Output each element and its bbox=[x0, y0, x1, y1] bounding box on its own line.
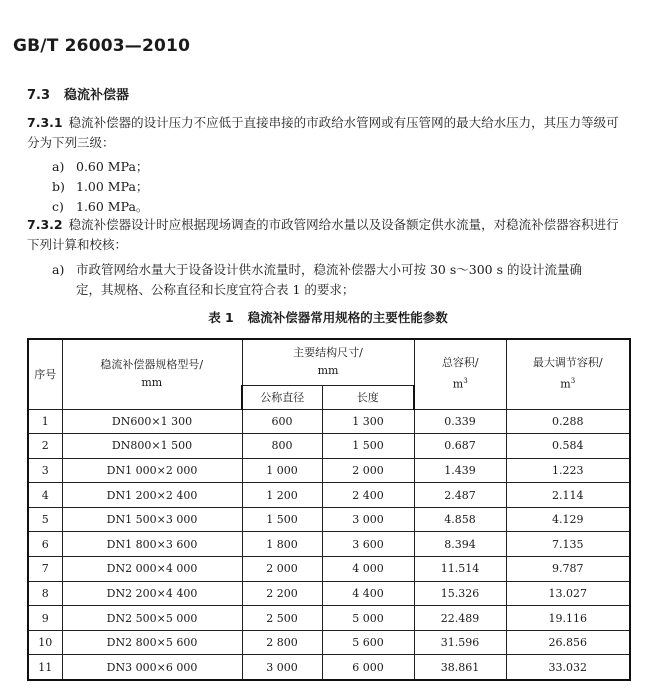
cell-total: 0.339 bbox=[414, 409, 506, 434]
cell-length: 1 300 bbox=[322, 409, 414, 434]
cell-seq: 7 bbox=[28, 557, 62, 582]
cell-diameter: 3 000 bbox=[242, 655, 322, 680]
cell-total: 11.514 bbox=[414, 557, 506, 582]
table-row bbox=[28, 655, 630, 680]
cell-diameter: 600 bbox=[242, 409, 322, 434]
clause-7-3-1 bbox=[27, 113, 625, 153]
cell-diameter: 2 000 bbox=[242, 557, 322, 582]
header-adjust-unit: $m^3$ bbox=[560, 377, 576, 392]
cell-adjust: 19.116 bbox=[506, 606, 630, 631]
cell-total: 4.858 bbox=[414, 507, 506, 532]
cell-seq: 10 bbox=[28, 630, 62, 655]
list-item-text: 1.00 MPa； bbox=[76, 179, 149, 194]
list-item-label: a) bbox=[52, 159, 65, 174]
header-total-volume bbox=[414, 339, 506, 409]
cell-total: 15.326 bbox=[414, 581, 506, 606]
list-item-label: b) bbox=[52, 179, 65, 194]
table-row bbox=[28, 606, 630, 631]
table-caption bbox=[0, 308, 656, 326]
clause-number: 7.3.2 bbox=[27, 217, 63, 232]
cell-diameter: 2 500 bbox=[242, 606, 322, 631]
list-item-continuation: 定，其规格、公称直径和长度宜符合表 1 的要求； bbox=[76, 282, 355, 297]
cell-model: DN1 000×2 000 bbox=[62, 458, 242, 483]
clause-text: 稳流补偿器设计时应根据现场调查的市政管网给水量以及设备额定供水流量，对稳流补偿器容积进行下列计算和校核： bbox=[27, 217, 619, 252]
table-row bbox=[28, 458, 630, 483]
cell-model: DN3 000×6 000 bbox=[62, 655, 242, 680]
cell-model: DN600×1 300 bbox=[62, 409, 242, 434]
cell-seq: 6 bbox=[28, 532, 62, 557]
header-seq: 序号 bbox=[28, 339, 62, 409]
header-dims-label: 主要结构尺寸/ bbox=[293, 346, 363, 360]
cell-adjust: 26.856 bbox=[506, 630, 630, 655]
cell-total: 8.394 bbox=[414, 532, 506, 557]
cell-adjust: 13.027 bbox=[506, 581, 630, 606]
cell-diameter: 800 bbox=[242, 434, 322, 459]
cell-adjust: 9.787 bbox=[506, 557, 630, 582]
table-row bbox=[28, 409, 630, 434]
cell-length: 4 400 bbox=[322, 581, 414, 606]
cell-length: 2 400 bbox=[322, 483, 414, 508]
header-adjust-volume bbox=[506, 339, 630, 409]
cell-seq: 8 bbox=[28, 581, 62, 606]
cell-adjust: 1.223 bbox=[506, 458, 630, 483]
cell-length: 5 000 bbox=[322, 606, 414, 631]
cell-diameter: 1 500 bbox=[242, 507, 322, 532]
cell-model: DN2 000×4 000 bbox=[62, 557, 242, 582]
cell-model: DN1 800×3 600 bbox=[62, 532, 242, 557]
cell-diameter: 2 200 bbox=[242, 581, 322, 606]
table-row bbox=[28, 483, 630, 508]
cell-seq: 4 bbox=[28, 483, 62, 508]
header-total-unit: $m^3$ bbox=[452, 377, 468, 392]
section-title: 稳流补偿器 bbox=[64, 88, 130, 103]
cell-length: 5 600 bbox=[322, 630, 414, 655]
cell-total: 22.489 bbox=[414, 606, 506, 631]
cell-adjust: 33.032 bbox=[506, 655, 630, 680]
clause-number: 7.3.1 bbox=[27, 115, 63, 130]
cell-total: 2.487 bbox=[414, 483, 506, 508]
table-row bbox=[28, 581, 630, 606]
cell-length: 3 000 bbox=[322, 507, 414, 532]
header-length: 长度 bbox=[322, 385, 414, 409]
cell-diameter: 1 200 bbox=[242, 483, 322, 508]
list-item bbox=[52, 260, 582, 278]
header-total-label: 总容积/ bbox=[441, 356, 479, 370]
cell-total: 0.687 bbox=[414, 434, 506, 459]
list-item bbox=[52, 197, 148, 215]
clause-7-3-2 bbox=[27, 215, 625, 255]
cell-seq: 3 bbox=[28, 458, 62, 483]
cell-adjust: 0.584 bbox=[506, 434, 630, 459]
table-number: 表 1 bbox=[208, 310, 234, 325]
cell-adjust: 0.288 bbox=[506, 409, 630, 434]
cell-total: 31.596 bbox=[414, 630, 506, 655]
cell-model: DN1 500×3 000 bbox=[62, 507, 242, 532]
table-row bbox=[28, 434, 630, 459]
table-row bbox=[28, 507, 630, 532]
cell-diameter: 2 800 bbox=[242, 630, 322, 655]
list-item-label: a) bbox=[52, 262, 65, 277]
cell-adjust: 2.114 bbox=[506, 483, 630, 508]
header-dims bbox=[242, 339, 414, 385]
header-diameter: 公称直径 bbox=[242, 385, 322, 409]
clause-text: 稳流补偿器的设计压力不应低于直接串接的市政给水管网或有压管网的最大给水压力，其压力等级可分为下列三级： bbox=[27, 115, 619, 150]
cell-model: DN800×1 500 bbox=[62, 434, 242, 459]
header-model-label: 稳流补偿器规格型号/ bbox=[100, 358, 204, 372]
list-item-text: 0.60 MPa； bbox=[76, 159, 149, 174]
cell-total: 38.861 bbox=[414, 655, 506, 680]
list-item-label: c) bbox=[52, 199, 64, 214]
table-row bbox=[28, 532, 630, 557]
section-number: 7.3 bbox=[27, 88, 51, 103]
standard-code: GB/T 26003—2010 bbox=[13, 36, 191, 56]
header-model bbox=[62, 339, 242, 409]
cell-length: 2 000 bbox=[322, 458, 414, 483]
header-dims-unit: mm bbox=[317, 364, 339, 378]
cell-length: 6 000 bbox=[322, 655, 414, 680]
cell-length: 3 600 bbox=[322, 532, 414, 557]
cell-seq: 11 bbox=[28, 655, 62, 680]
cell-diameter: 1 000 bbox=[242, 458, 322, 483]
spec-table bbox=[27, 338, 631, 681]
cell-seq: 1 bbox=[28, 409, 62, 434]
list-item bbox=[52, 157, 148, 175]
cell-model: DN1 200×2 400 bbox=[62, 483, 242, 508]
list-item-text: 1.60 MPa。 bbox=[76, 199, 149, 214]
cell-model: DN2 800×5 600 bbox=[62, 630, 242, 655]
cell-model: DN2 500×5 000 bbox=[62, 606, 242, 631]
list-item-text: 市政管网给水量大于设备设计供水流量时，稳流补偿器大小可按 30 s～300 s 的设计流量确 bbox=[76, 262, 582, 277]
cell-length: 4 000 bbox=[322, 557, 414, 582]
list-item bbox=[52, 177, 148, 195]
cell-model: DN2 200×4 400 bbox=[62, 581, 242, 606]
cell-total: 1.439 bbox=[414, 458, 506, 483]
header-model-unit: mm bbox=[141, 376, 163, 390]
cell-diameter: 1 800 bbox=[242, 532, 322, 557]
table-row bbox=[28, 630, 630, 655]
cell-adjust: 4.129 bbox=[506, 507, 630, 532]
table-row bbox=[28, 557, 630, 582]
cell-seq: 2 bbox=[28, 434, 62, 459]
header-adjust-label: 最大调节容积/ bbox=[532, 356, 603, 370]
cell-seq: 9 bbox=[28, 606, 62, 631]
cell-seq: 5 bbox=[28, 507, 62, 532]
cell-length: 1 500 bbox=[322, 434, 414, 459]
cell-adjust: 7.135 bbox=[506, 532, 630, 557]
section-heading bbox=[27, 84, 129, 103]
table-title: 稳流补偿器常用规格的主要性能参数 bbox=[247, 310, 448, 325]
